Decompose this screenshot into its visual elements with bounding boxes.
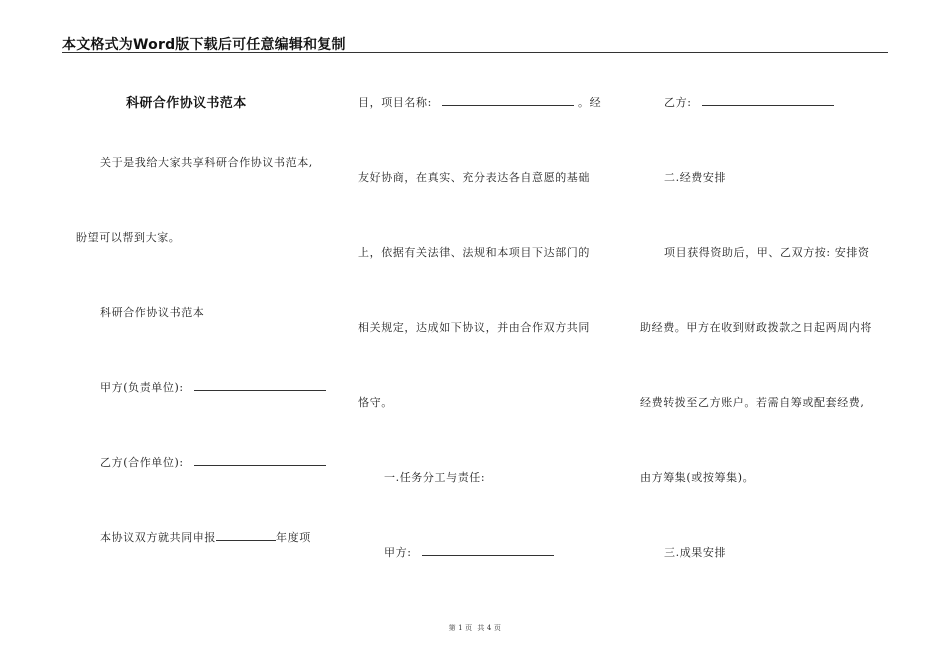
project-name-label: 目，项目名称: (358, 96, 432, 109)
party-b-label: 乙方(合作单位): (100, 456, 184, 469)
section-1-party-b (664, 94, 834, 110)
footer-page-unit: 页 (465, 624, 473, 632)
party-a-label: 甲方(负责单位): (100, 381, 184, 394)
document-header: 本文格式为Word版下载后可任意编辑和复制 (62, 37, 346, 53)
funding-line-2: 助经费。甲方在收到财政拨款之日起两周内将 (640, 321, 872, 334)
funding-line-4: 由方筹集(或按筹集)。 (640, 471, 755, 484)
section-1-party-a-blank (422, 545, 554, 556)
footer-total-number: 4 (486, 624, 492, 632)
project-name-row (358, 94, 601, 110)
column-left (0, 0, 330, 672)
section-1-party-b-label: 乙方: (664, 96, 692, 109)
section-1-party-a (384, 544, 554, 560)
project-name-blank (442, 95, 574, 106)
body-line-4: 相关规定，达成如下协议，并由合作双方共同 (358, 321, 590, 334)
intro-line-2: 盼望可以帮到大家。 (76, 231, 181, 244)
column-middle (330, 0, 620, 672)
party-b-row (100, 454, 326, 470)
intro-line-1: 关于是我给大家共享科研合作协议书范本, (100, 156, 313, 169)
project-name-post: 。经 (578, 96, 602, 109)
party-b-blank (194, 455, 326, 466)
footer-page-label: 第 (448, 624, 457, 632)
section-3-heading: 三.成果安排 (664, 546, 727, 559)
funding-line-3: 经费转拨至乙方账户。若需自筹或配套经费, (640, 396, 865, 409)
footer-page-number: 1 (458, 624, 464, 632)
section-2-heading: 二.经费安排 (664, 171, 727, 184)
section-1-heading: 一.任务分工与责任: (384, 471, 486, 484)
section-1-party-a-label: 甲方: (384, 546, 412, 559)
body-line-3: 上，依据有关法律、法规和本项目下达部门的 (358, 246, 590, 259)
document-title: 科研合作协议书范本 (126, 96, 247, 111)
footer-total-label: 共 (477, 624, 485, 632)
body-line-5: 恪守。 (358, 396, 393, 409)
funding-line-1: 项目获得资助后，甲、乙双方按: 安排资 (664, 246, 870, 259)
agreement-line (100, 529, 311, 545)
agreement-post: 年度项 (276, 531, 311, 544)
sub-title: 科研合作协议书范本 (100, 306, 205, 319)
footer-total-unit: 页 (493, 624, 502, 632)
page-footer (0, 623, 950, 633)
column-right (620, 0, 920, 672)
party-a-row (100, 379, 326, 395)
body-line-2: 友好协商，在真实、充分表达各自意愿的基础 (358, 171, 590, 184)
year-blank (216, 530, 276, 541)
agreement-pre: 本协议双方就共同申报 (100, 531, 216, 544)
party-a-blank (194, 380, 326, 391)
section-1-party-b-blank (702, 95, 834, 106)
